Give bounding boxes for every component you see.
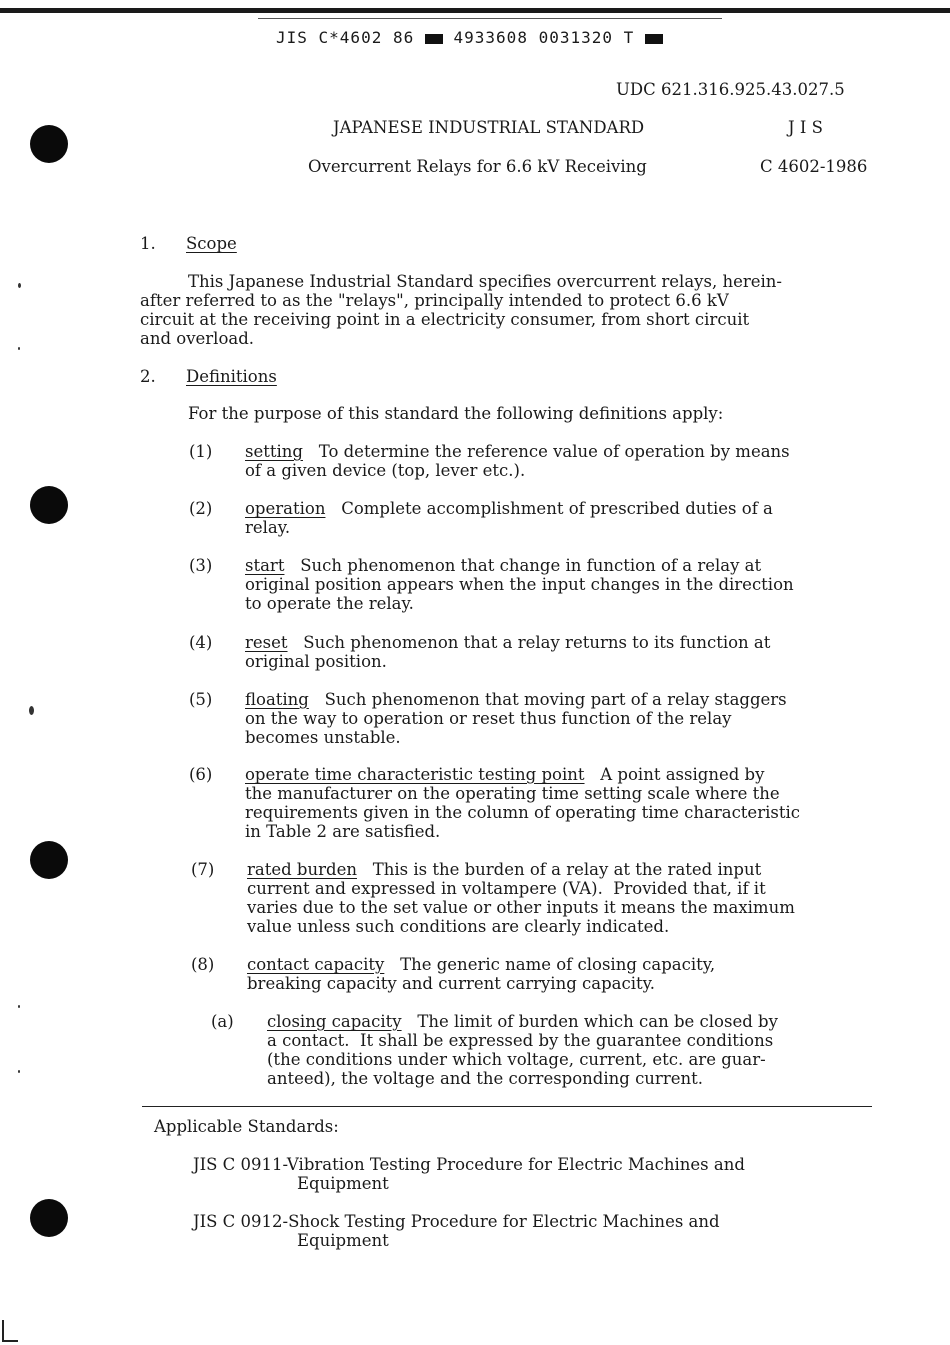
definition-text: of a given device (top, lever etc.). [245, 461, 526, 480]
section-number: 1. [140, 234, 156, 253]
scan-speck [18, 283, 21, 288]
applicable-standard-cont: Equipment [297, 1174, 389, 1193]
definition-text: original position appears when the input changes in the direction [245, 575, 794, 594]
definition-text: This is the burden of a relay at the rated input [372, 860, 762, 879]
scan-speck [18, 1005, 20, 1008]
term: floating [245, 690, 309, 709]
term: setting [245, 442, 303, 461]
definition-text: value unless such conditions are clearly indicated. [247, 917, 670, 936]
microfilm-stamp [276, 28, 663, 47]
top-border [0, 8, 950, 13]
scope-line: This Japanese Industrial Standard specifies overcurrent relays, herein- [188, 272, 782, 291]
scan-speck [18, 347, 20, 350]
standard-org: JAPANESE INDUSTRIAL STANDARD [333, 118, 645, 137]
definition-text: to operate the relay. [245, 594, 414, 613]
term: start [245, 556, 285, 575]
stamp-code-right: 4933608 0031320 T [453, 28, 635, 47]
definition-item [247, 955, 715, 974]
definition-item [245, 690, 787, 709]
definition-text: becomes unstable. [245, 728, 401, 747]
definition-text: Such phenomenon that moving part of a relay staggers [324, 690, 787, 709]
definition-text: the manufacturer on the operating time setting scale where the [245, 784, 780, 803]
section-heading-scope: Scope [186, 234, 237, 253]
term: contact capacity [247, 955, 385, 974]
footnote-separator [142, 1106, 872, 1107]
header-rule [258, 18, 722, 19]
definition-text: a contact. It shall be expressed by the guarantee conditions [267, 1031, 774, 1050]
punch-hole [30, 841, 68, 879]
definitions-intro: For the purpose of this standard the following definitions apply: [188, 404, 724, 423]
item-number: (4) [189, 633, 213, 652]
applicable-standard-cont: Equipment [297, 1231, 389, 1250]
scope-line: circuit at the receiving point in a electricity consumer, from short circuit [140, 310, 750, 329]
item-number: (1) [189, 442, 213, 461]
definition-text: (the conditions under which voltage, current, etc. are guar- [267, 1050, 766, 1069]
udc-number: UDC 621.316.925.43.027.5 [616, 80, 845, 99]
definition-text: Such phenomenon that a relay returns to its function at [303, 633, 771, 652]
definition-text: varies due to the set value or other inputs it means the maximum [247, 898, 795, 917]
definition-item [247, 860, 761, 879]
definition-item [245, 499, 773, 518]
definition-text: To determine the reference value of operation by means [318, 442, 790, 461]
item-number: (8) [191, 955, 215, 974]
definition-text: on the way to operation or reset thus function of the relay [245, 709, 732, 728]
term: rated burden [247, 860, 357, 879]
scan-corner-mark [2, 1340, 18, 1342]
jis-label: J I S [788, 118, 823, 137]
section-number: 2. [140, 367, 156, 386]
standard-number: C 4602-1986 [760, 157, 868, 176]
item-number: (7) [191, 860, 215, 879]
item-number: (6) [189, 765, 213, 784]
definition-text: The generic name of closing capacity, [400, 955, 716, 974]
redaction-block [645, 34, 663, 44]
scope-line: after referred to as the "relays", principally intended to protect 6.6 kV [140, 291, 729, 310]
definition-text: in Table 2 are satisfied. [245, 822, 441, 841]
applicable-standard: JIS C 0912-Shock Testing Procedure for Electric Machines and [193, 1212, 720, 1231]
scan-speck [18, 1070, 20, 1073]
item-number: (3) [189, 556, 213, 575]
punch-hole [30, 125, 68, 163]
document-title: Overcurrent Relays for 6.6 kV Receiving [308, 157, 647, 176]
definition-text: requirements given in the column of operating time characteristic [245, 803, 800, 822]
term: operate time characteristic testing point [245, 765, 585, 784]
stamp-code-left: JIS C*4602 86 [276, 28, 415, 47]
item-number: (a) [211, 1012, 234, 1031]
definition-item [245, 633, 770, 652]
definition-item [245, 442, 790, 461]
item-number: (5) [189, 690, 213, 709]
definition-text: original position. [245, 652, 387, 671]
definition-item [245, 556, 761, 575]
scan-corner-mark [2, 1320, 4, 1342]
term: reset [245, 633, 288, 652]
item-number: (2) [189, 499, 213, 518]
applicable-heading: Applicable Standards: [154, 1117, 339, 1136]
scope-line: and overload. [140, 329, 255, 348]
term: operation [245, 499, 326, 518]
definition-text: current and expressed in voltampere (VA). Provided that, if it [247, 879, 766, 898]
definition-text: Complete accomplishment of prescribed duties of a [341, 499, 773, 518]
applicable-standard: JIS C 0911-Vibration Testing Procedure for Electric Machines and [193, 1155, 745, 1174]
definition-text: breaking capacity and current carrying capacity. [247, 974, 656, 993]
redaction-block [425, 34, 443, 44]
punch-hole [30, 1199, 68, 1237]
definition-text: Such phenomenon that change in function of a relay at [300, 556, 762, 575]
definition-text: The limit of burden which can be closed by [417, 1012, 778, 1031]
definition-text: A point assigned by [600, 765, 765, 784]
scan-speck [29, 706, 34, 715]
punch-hole [30, 486, 68, 524]
definition-item [245, 765, 764, 784]
section-heading-definitions: Definitions [186, 367, 277, 386]
definition-item [267, 1012, 778, 1031]
definition-text: anteed), the voltage and the corresponding current. [267, 1069, 703, 1088]
term: closing capacity [267, 1012, 402, 1031]
definition-text: relay. [245, 518, 291, 537]
